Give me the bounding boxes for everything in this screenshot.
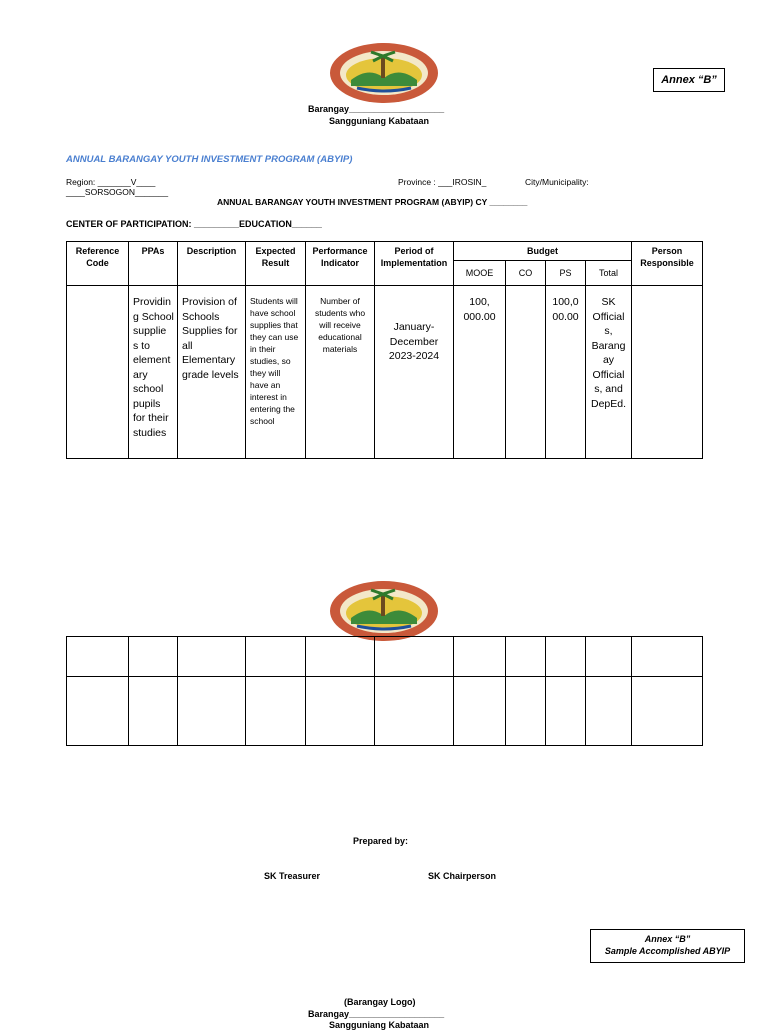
barangay-line: Barangay___________________ <box>308 104 445 114</box>
program-title: ANNUAL BARANGAY YOUTH INVESTMENT PROGRAM (ABYIP) <box>66 154 353 165</box>
cell-period: January-December 2023-2024 <box>375 286 454 459</box>
header-total: Total <box>586 261 632 286</box>
sk-chairperson: SK Chairperson <box>428 871 497 881</box>
empty-table <box>66 636 703 746</box>
cell-reference-code <box>67 286 129 459</box>
annex-sample-box <box>590 929 745 963</box>
annex-sample-caption: Sample Accomplished ABYIP <box>604 946 731 956</box>
cell-total: SK Official s, Barang ay Official s, and DepEd. <box>586 286 632 459</box>
region-sorsogon: ____SORSOGON_______ <box>66 187 169 197</box>
header-mooe: MOOE <box>454 261 506 286</box>
barangay-seal-logo-2 <box>329 580 439 642</box>
center-of-participation: CENTER OF PARTICIPATION: _________EDUCATION______ <box>66 219 322 229</box>
barangay-logo-placeholder: (Barangay Logo) <box>344 997 416 1007</box>
annex-label-2: Annex “B” <box>644 934 691 944</box>
cell-expected-result: Students will have school supplies that they can use in their studies, so they will have an interest in entering the school <box>246 286 306 459</box>
header-person-responsible: Person Responsible <box>632 242 703 286</box>
header-ppas: PPAs <box>129 242 178 286</box>
header-co: CO <box>506 261 546 286</box>
cell-ps: 100,0 00.00 <box>546 286 586 459</box>
city-line: City/Municipality: <box>525 177 589 187</box>
region-line: Region: _______V____ <box>66 177 156 187</box>
header-performance-indicator: Performance Indicator <box>306 242 375 286</box>
footer-barangay-line: Barangay___________________ <box>308 1009 445 1019</box>
barangay-seal-logo <box>329 42 439 104</box>
table-row <box>67 286 703 459</box>
header-ps: PS <box>546 261 586 286</box>
header-period: Period of Implementation <box>375 242 454 286</box>
footer-sk-label: Sangguniang Kabataan <box>329 1020 430 1030</box>
cell-description: Provision of Schools Supplies for all Elementary grade levels <box>178 286 246 459</box>
annex-label: Annex “B” <box>653 68 725 92</box>
header-reference-code: Reference Code <box>67 242 129 286</box>
abyip-cy-title: ANNUAL BARANGAY YOUTH INVESTMENT PROGRAM (ABYIP) CY ________ <box>217 197 528 207</box>
cell-person-responsible <box>632 286 703 459</box>
header-budget: Budget <box>454 242 632 261</box>
sk-treasurer: SK Treasurer <box>264 871 321 881</box>
header-description: Description <box>178 242 246 286</box>
cell-mooe: 100, 000.00 <box>454 286 506 459</box>
cell-ppas: Providin g School supplie s to element ary school pupils for their studies <box>129 286 178 459</box>
province-line: Province : ___IROSIN_ <box>398 177 487 187</box>
prepared-by: Prepared by: <box>353 836 409 846</box>
abyip-table <box>66 241 703 459</box>
cell-performance-indicator: Number of students who will receive educational materials <box>306 286 375 459</box>
header-expected-result: Expected Result <box>246 242 306 286</box>
sk-label: Sangguniang Kabataan <box>329 116 430 126</box>
cell-co <box>506 286 546 459</box>
